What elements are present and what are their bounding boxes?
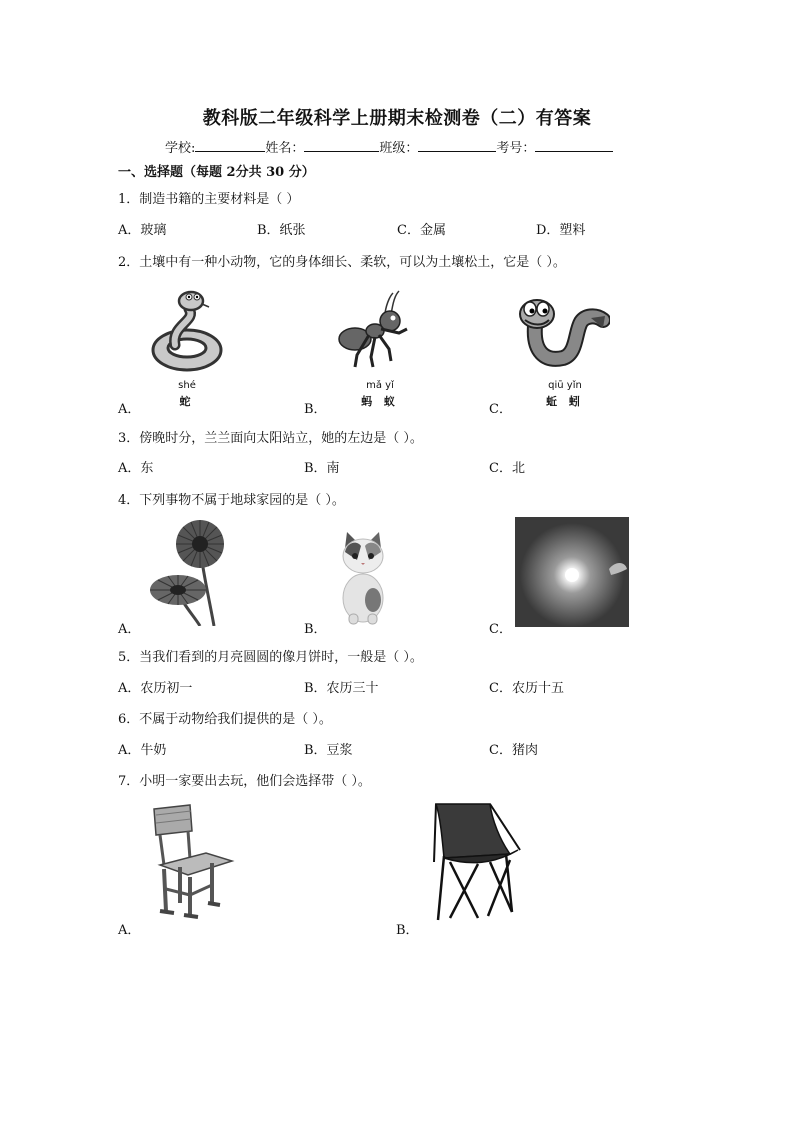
question-3-stem: 3．傍晚时分，兰兰面向太阳站立，她的左边是（ ）。 [118,431,423,446]
student-info-line [165,137,613,156]
q1-option-d[interactable]: D．塑料 [536,223,586,238]
ant-caption: 蚂 蚁 [361,395,399,408]
question-4-stem: 4．下列事物不属于地球家园的是（ ）。 [118,493,345,508]
question-1-stem: 1．制造书籍的主要材料是（ ） [118,192,300,207]
q1-option-a[interactable]: A．玻璃 [118,223,167,238]
q4-option-a[interactable]: A． [118,622,141,637]
question-7-stem: 7．小明一家要出去玩，他们会选择带（ ）。 [118,774,371,789]
worm-pinyin: qiū yǐn [548,380,582,391]
q3-option-c[interactable]: C．北 [489,461,525,476]
q7-option-a[interactable]: A． [118,923,141,938]
q2-option-b[interactable]: B． [304,402,327,417]
flower-image [148,518,233,626]
school-field[interactable] [195,139,265,152]
page-title: 教科版二年级科学上册期末检测卷（二）有答案 [202,108,592,129]
snake-caption: 蛇 [179,395,195,408]
school-chair-image [150,803,235,923]
q5-option-b[interactable]: B．农历三十 [304,681,379,696]
q2-option-c[interactable]: C． [489,402,512,417]
q5-option-a[interactable]: A．农历初一 [118,681,193,696]
worm-caption: 蚯 蚓 [546,395,584,408]
worm-icon [515,292,610,377]
q2-option-a[interactable]: A． [118,402,141,417]
kitten-image [333,530,393,626]
class-label: 班级： [379,141,419,156]
q1-option-b[interactable]: B．纸张 [257,223,306,238]
q4-option-b[interactable]: B． [304,622,327,637]
q4-option-c[interactable]: C． [489,622,512,637]
q6-option-c[interactable]: C．猪肉 [489,743,538,758]
q3-option-b[interactable]: B．南 [304,461,340,476]
q6-option-a[interactable]: A．牛奶 [118,743,167,758]
q7-option-b[interactable]: B． [396,923,419,938]
q5-option-c[interactable]: C．农历十五 [489,681,564,696]
exam-no-label: 考号： [496,141,536,156]
name-field[interactable] [304,139,379,152]
question-2-stem: 2．土壤中有一种小动物，它的身体细长、柔软，可以为土壤松土，它是（ ）。 [118,255,566,270]
school-label: 学校: [165,141,196,156]
q1-option-c[interactable]: C．金属 [397,223,446,238]
question-5-stem: 5．当我们看到的月亮圆圆的像月饼时，一般是（ ）。 [118,650,423,665]
snake-icon [145,285,230,380]
q6-option-b[interactable]: B．豆浆 [304,743,353,758]
question-6-stem: 6．不属于动物给我们提供的是（ ）。 [118,712,332,727]
section-heading: 一、选择题（每题 2分共 30 分） [118,165,315,180]
sun-image [515,517,629,627]
class-field[interactable] [418,139,496,152]
folding-chair-image [430,800,522,924]
ant-icon [333,287,413,377]
ant-pinyin: mǎ yǐ [366,380,394,391]
snake-pinyin: shé [178,380,196,391]
exam-no-field[interactable] [535,139,613,152]
name-label: 姓名： [265,141,305,156]
q3-option-a[interactable]: A．东 [118,461,154,476]
